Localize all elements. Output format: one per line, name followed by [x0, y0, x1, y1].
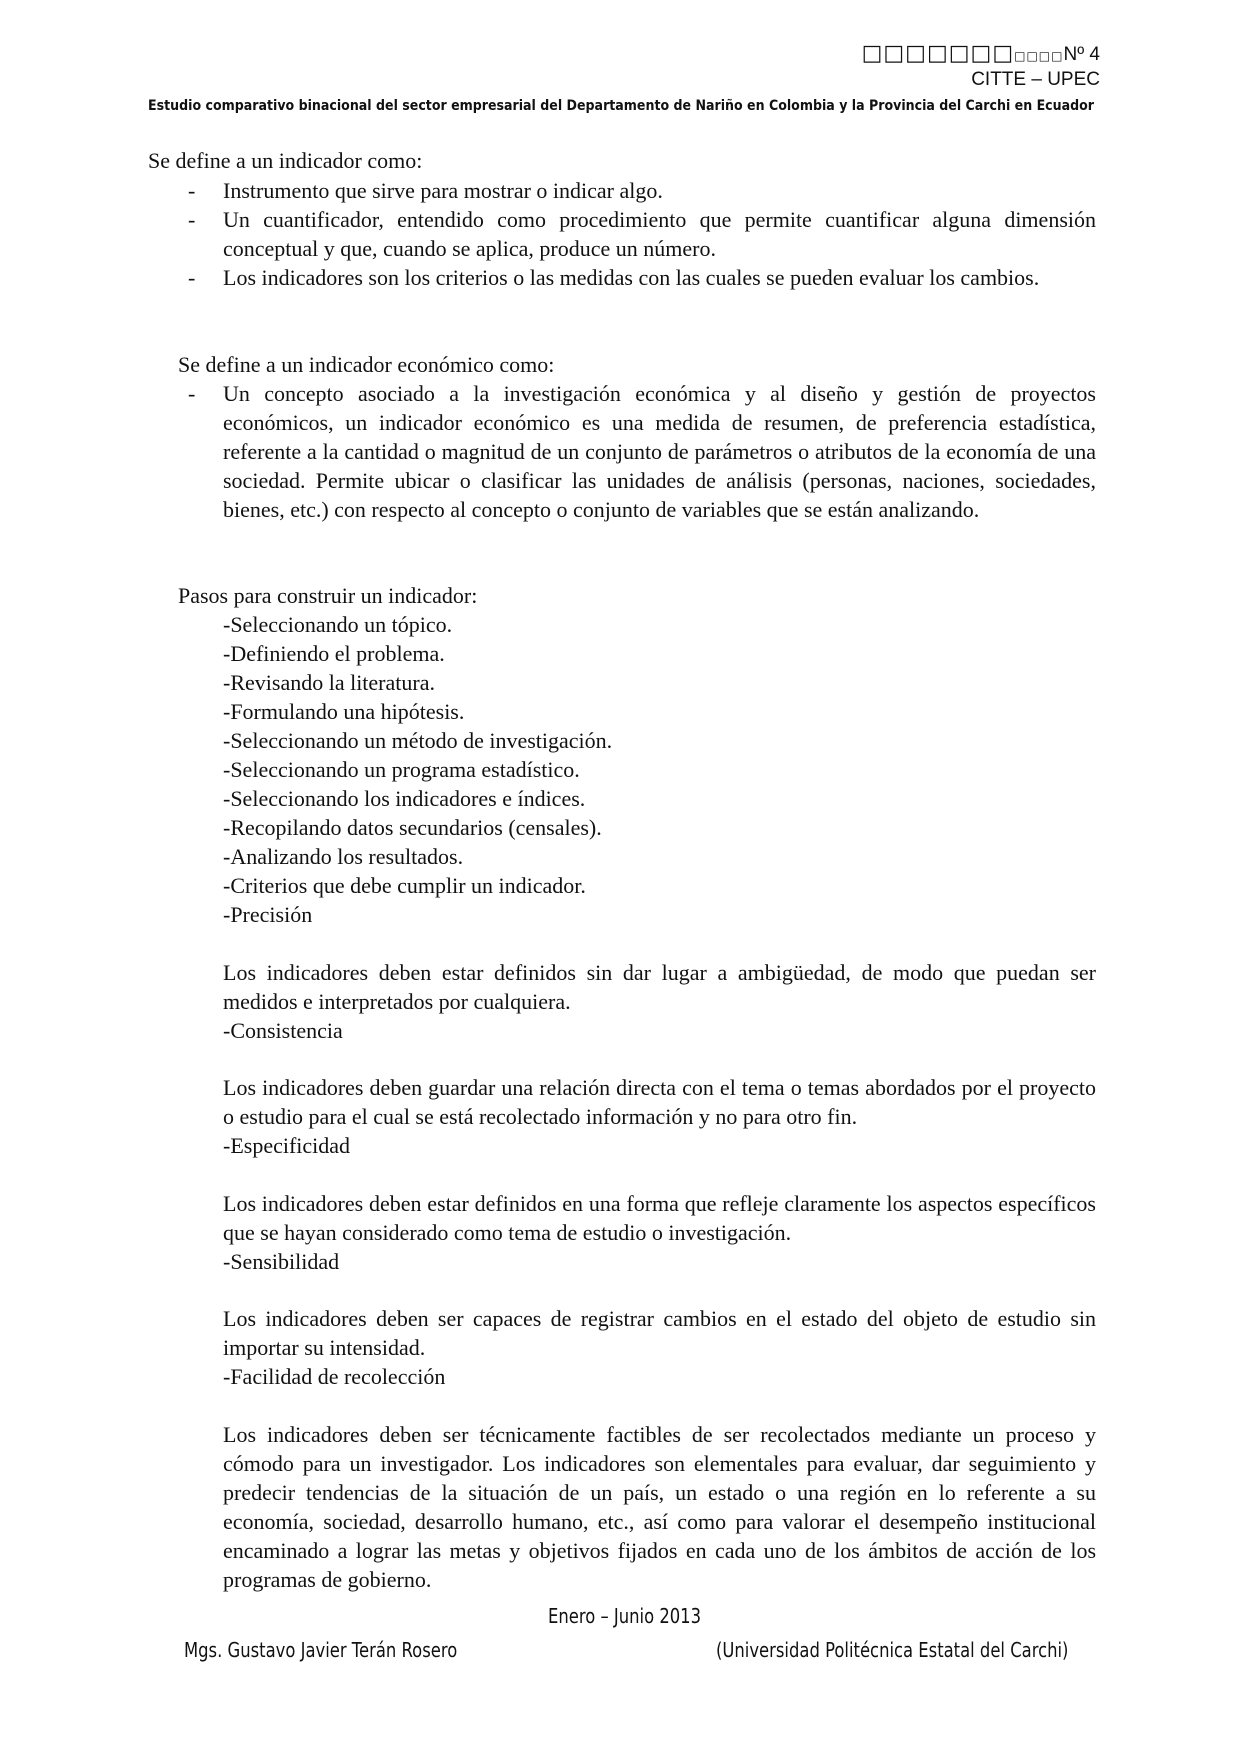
- list-item: -Seleccionando un método de investigación.: [223, 728, 613, 753]
- bullet-marker: -: [188, 178, 196, 203]
- section1-bullet-3: Los indicadores son los criterios o las medidas con las cuales se pueden evaluar los cambios.: [223, 265, 1040, 290]
- bullet-marker: -: [188, 381, 196, 406]
- criterion-text: Los indicadores deben estar definidos sin dar lugar a ambigüedad, de modo que puedan ser medidos e interpretados por cualquiera.: [223, 960, 1096, 1014]
- list-item: -Precisión: [223, 902, 313, 927]
- criterion-label: -Sensibilidad: [223, 1249, 340, 1274]
- criterion-facilidad: [223, 1420, 1096, 1594]
- criterion-text: Los indicadores deben ser técnicamente factibles de ser recolectados mediante un proceso y cómodo para un investigador. Los indicadores son elementales para evaluar, dar seguimiento y predecir tendencias de la situación de un país, un estado o una región en lo referente a su economía, sociedad, desarrollo humano, etc., así como para valorar el desempeño institucional encaminado a lograr las metas y objetivos fijados en cada uno de los ámbitos de acción de los programas de gobierno.: [223, 1422, 1096, 1592]
- criterion-text: Los indicadores deben estar definidos en una forma que refleje claramente los aspectos específicos que se hayan considerado como tema de estudio o investigación.: [223, 1191, 1096, 1245]
- list-item: -Seleccionando los indicadores e índices.: [223, 786, 586, 811]
- header-study-title: Estudio comparativo binacional del sector empresarial del Departamento de Nariño en Colombia y la Provincia del Carchi en Ecuador: [148, 98, 1095, 114]
- header-issue-number: [862, 42, 1100, 68]
- section1-bullet-1: Instrumento que sirve para mostrar o indicar algo.: [223, 178, 663, 203]
- list-item: -Formulando una hipótesis.: [223, 699, 465, 724]
- footer-date: Enero – Junio 2013: [548, 1604, 702, 1628]
- list-item: -Seleccionando un programa estadístico.: [223, 757, 580, 782]
- footer-author: Mgs. Gustavo Javier Terán Rosero: [184, 1638, 458, 1662]
- section2-lead: Se define a un indicador económico como:: [178, 352, 555, 377]
- criterion-label: -Facilidad de recolección: [223, 1364, 446, 1389]
- list-item: -Analizando los resultados.: [223, 844, 464, 869]
- list-item: -Revisando la literatura.: [223, 670, 435, 695]
- bullet-marker: -: [188, 207, 196, 232]
- criterion-precision: [223, 958, 1096, 1045]
- section1-lead: Se define a un indicador como:: [148, 148, 423, 173]
- bullet-marker: -: [188, 265, 196, 290]
- criterion-label: -Consistencia: [223, 1018, 343, 1043]
- list-item: -Seleccionando un tópico.: [223, 612, 453, 637]
- issue-number: Nº 4: [1063, 44, 1100, 65]
- steps-list: [223, 610, 612, 929]
- section1-bullet-2: Un cuantificador, entendido como procedimiento que permite cuantificar alguna dimensión conceptual y que, cuando se aplica, produce un número.: [223, 207, 1096, 261]
- header-placeholder-glyphs-small: □□□□: [1014, 49, 1064, 63]
- criterion-text: Los indicadores deben ser capaces de registrar cambios en el estado del objeto de estudio sin importar su intensidad.: [223, 1306, 1096, 1360]
- footer-university: (Universidad Politécnica Estatal del Carchi): [716, 1638, 1069, 1662]
- criterion-sensibilidad: [223, 1304, 1096, 1391]
- list-item: -Criterios que debe cumplir un indicador.: [223, 873, 586, 898]
- section3-lead: Pasos para construir un indicador:: [178, 583, 478, 608]
- criterion-especificidad: [223, 1189, 1096, 1276]
- section2-bullet-1: Un concepto asociado a la investigación económica y al diseño y gestión de proyectos económicos, un indicador económico es una medida de resumen, de preferencia estadística, referente a la cantidad o magnitud de un conjunto de parámetros o atributos de la economía de una sociedad. Permite ubicar o clasificar las unidades de análisis (personas, naciones, sociedades, bienes, etc.) con respecto al concepto o conjunto de variables que se están analizando.: [223, 381, 1096, 522]
- criterion-consistencia: [223, 1073, 1096, 1160]
- criterion-text: Los indicadores deben guardar una relación directa con el tema o temas abordados por el proyecto o estudio para el cual se está recolectado información y no para otro fin.: [223, 1075, 1096, 1129]
- header-organization: CITTE – UPEC: [971, 69, 1100, 90]
- header-placeholder-glyphs: □□□□□□□: [861, 41, 1015, 66]
- list-item: -Definiendo el problema.: [223, 641, 445, 666]
- list-item: -Recopilando datos secundarios (censales).: [223, 815, 602, 840]
- criterion-label: -Especificidad: [223, 1133, 351, 1158]
